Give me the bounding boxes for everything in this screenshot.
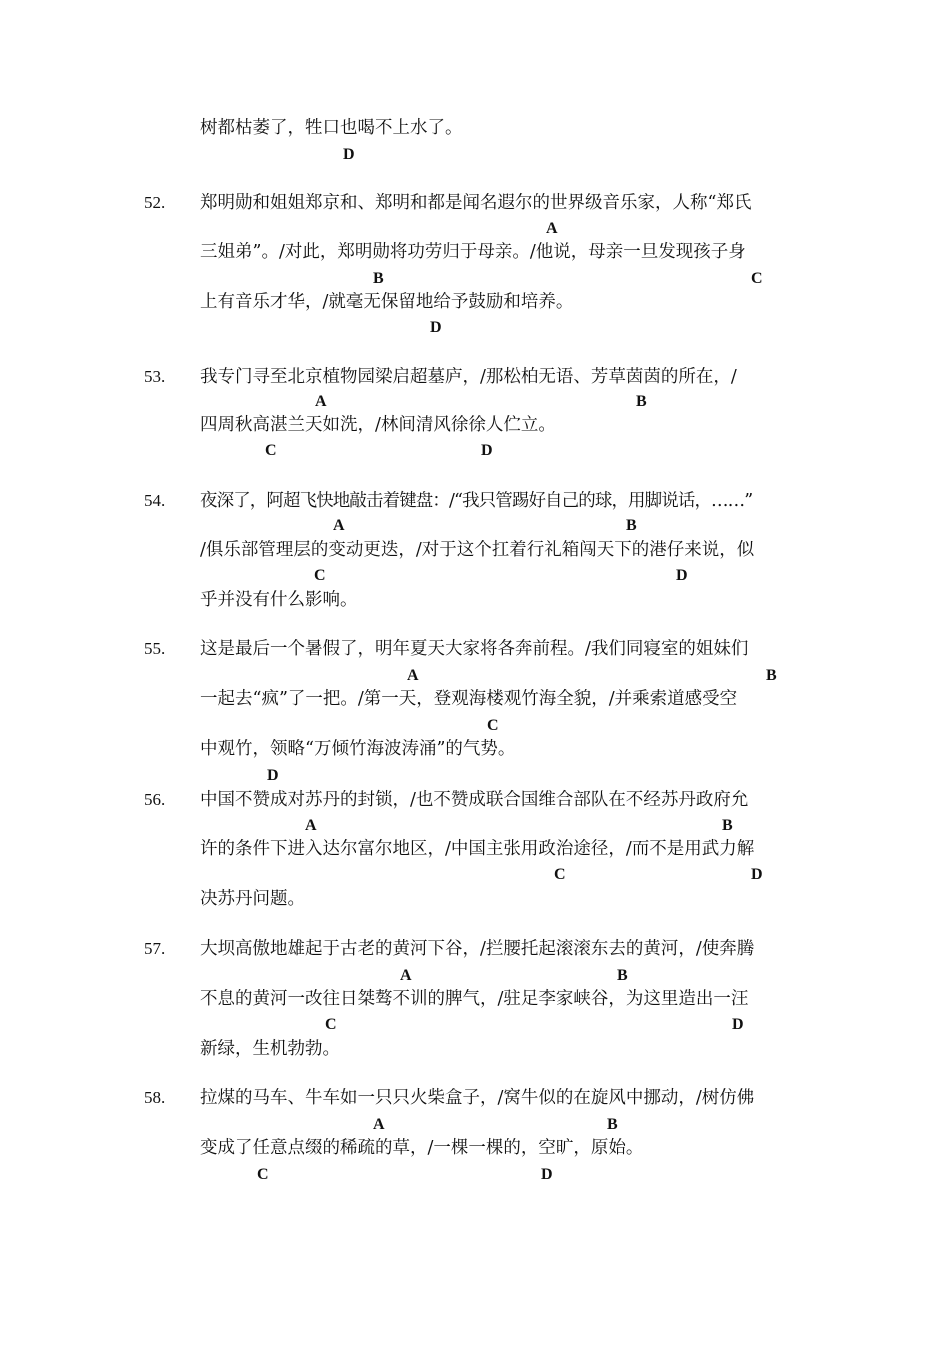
marker-c: C (265, 442, 277, 459)
question-number: 57. (144, 939, 166, 958)
question-line: 郑明勋和姐姐郑京和、郑明和都是闻名遐尔的世界级音乐家，人称“郑氏 (200, 193, 752, 213)
question-line: 中国不赞成对苏丹的封锁，/也不赞成联合国维合部队在不经苏丹政府允 (200, 790, 749, 810)
question-line: 三姐弟”。/对此，郑明勋将功劳归于母亲。/他说，母亲一旦发现孩子身 (200, 242, 746, 262)
marker-a: A (373, 1116, 385, 1133)
question-line: /俱乐部管理层的变动更迭，/对于这个扛着行礼箱闯天下的港仔来说，似 (200, 540, 755, 560)
question-line: 夜深了，阿超飞快地敲击着键盘：/“我只管踢好自己的球，用脚说话，……” (200, 491, 753, 511)
marker-d: D (732, 1016, 744, 1033)
marker-c: C (554, 866, 566, 883)
marker-c: C (314, 567, 326, 584)
marker-a: A (305, 817, 317, 834)
marker-a: A (546, 220, 558, 237)
marker-a: A (407, 667, 419, 684)
question-line: 这是最后一个暑假了，明年夏天大家将各奔前程。/我们同寝室的姐妹们 (200, 639, 749, 659)
question-line: 许的条件下进入达尔富尔地区，/中国主张用政治途径，/而不是用武力解 (200, 839, 755, 859)
marker-a: A (333, 517, 345, 534)
question-line: 不息的黄河一改往日桀骜不训的脾气，/驻足李家峡谷，为这里造出一汪 (200, 989, 749, 1009)
prev-question-line: 树都枯萎了，牲口也喝不上水了。 (200, 118, 463, 138)
marker-c: C (751, 270, 763, 287)
marker-a: A (400, 967, 412, 984)
question-number: 56. (144, 790, 166, 809)
question-line: 中观竹，领略“万倾竹海波涛涌”的气势。 (200, 739, 516, 759)
marker-b: B (722, 817, 733, 834)
question-line: 变成了任意点缀的稀疏的草，/一棵一棵的，空旷，原始。 (200, 1138, 644, 1158)
question-line: 新绿，生机勃勃。 (200, 1039, 340, 1059)
marker-b: B (766, 667, 777, 684)
question-number: 53. (144, 367, 166, 386)
marker-d: D (481, 442, 493, 459)
marker-d: D (676, 567, 688, 584)
question-line: 拉煤的马车、牛车如一只只火柴盒子，/窝牛似的在旋风中挪动，/树仿佛 (200, 1088, 755, 1108)
question-line: 上有音乐才华，/就毫无保留地给予鼓励和培养。 (200, 292, 574, 312)
question-number: 55. (144, 639, 166, 658)
marker-b: B (626, 517, 637, 534)
question-line: 我专门寻至北京植物园梁启超墓庐，/那松柏无语、芳草茵茵的所在，/ (200, 367, 737, 387)
marker-d: D (267, 767, 279, 784)
marker-b: B (373, 270, 384, 287)
marker-c: C (325, 1016, 337, 1033)
question-number: 54. (144, 491, 166, 510)
question-line: 决苏丹问题。 (200, 889, 305, 909)
question-line: 一起去“疯”了一把。/第一天，登观海楼观竹海全貌，/并乘索道感受空 (200, 689, 738, 709)
marker-b: B (636, 393, 647, 410)
marker-d: D (751, 866, 763, 883)
question-number: 58. (144, 1088, 166, 1107)
question-number: 52. (144, 193, 166, 212)
question-line: 大坝高傲地雄起于古老的黄河下谷，/拦腰托起滚滚东去的黄河，/使奔腾 (200, 939, 755, 959)
marker-a: A (315, 393, 327, 410)
marker-d: D (541, 1166, 553, 1183)
marker-d: D (430, 319, 442, 336)
marker-d: D (343, 146, 355, 163)
question-line: 乎并没有什么影响。 (200, 590, 358, 610)
marker-b: B (607, 1116, 618, 1133)
marker-b: B (617, 967, 628, 984)
marker-c: C (257, 1166, 269, 1183)
question-line: 四周秋高湛兰天如洗，/林间清风徐徐人伫立。 (200, 415, 556, 435)
marker-c: C (487, 717, 499, 734)
